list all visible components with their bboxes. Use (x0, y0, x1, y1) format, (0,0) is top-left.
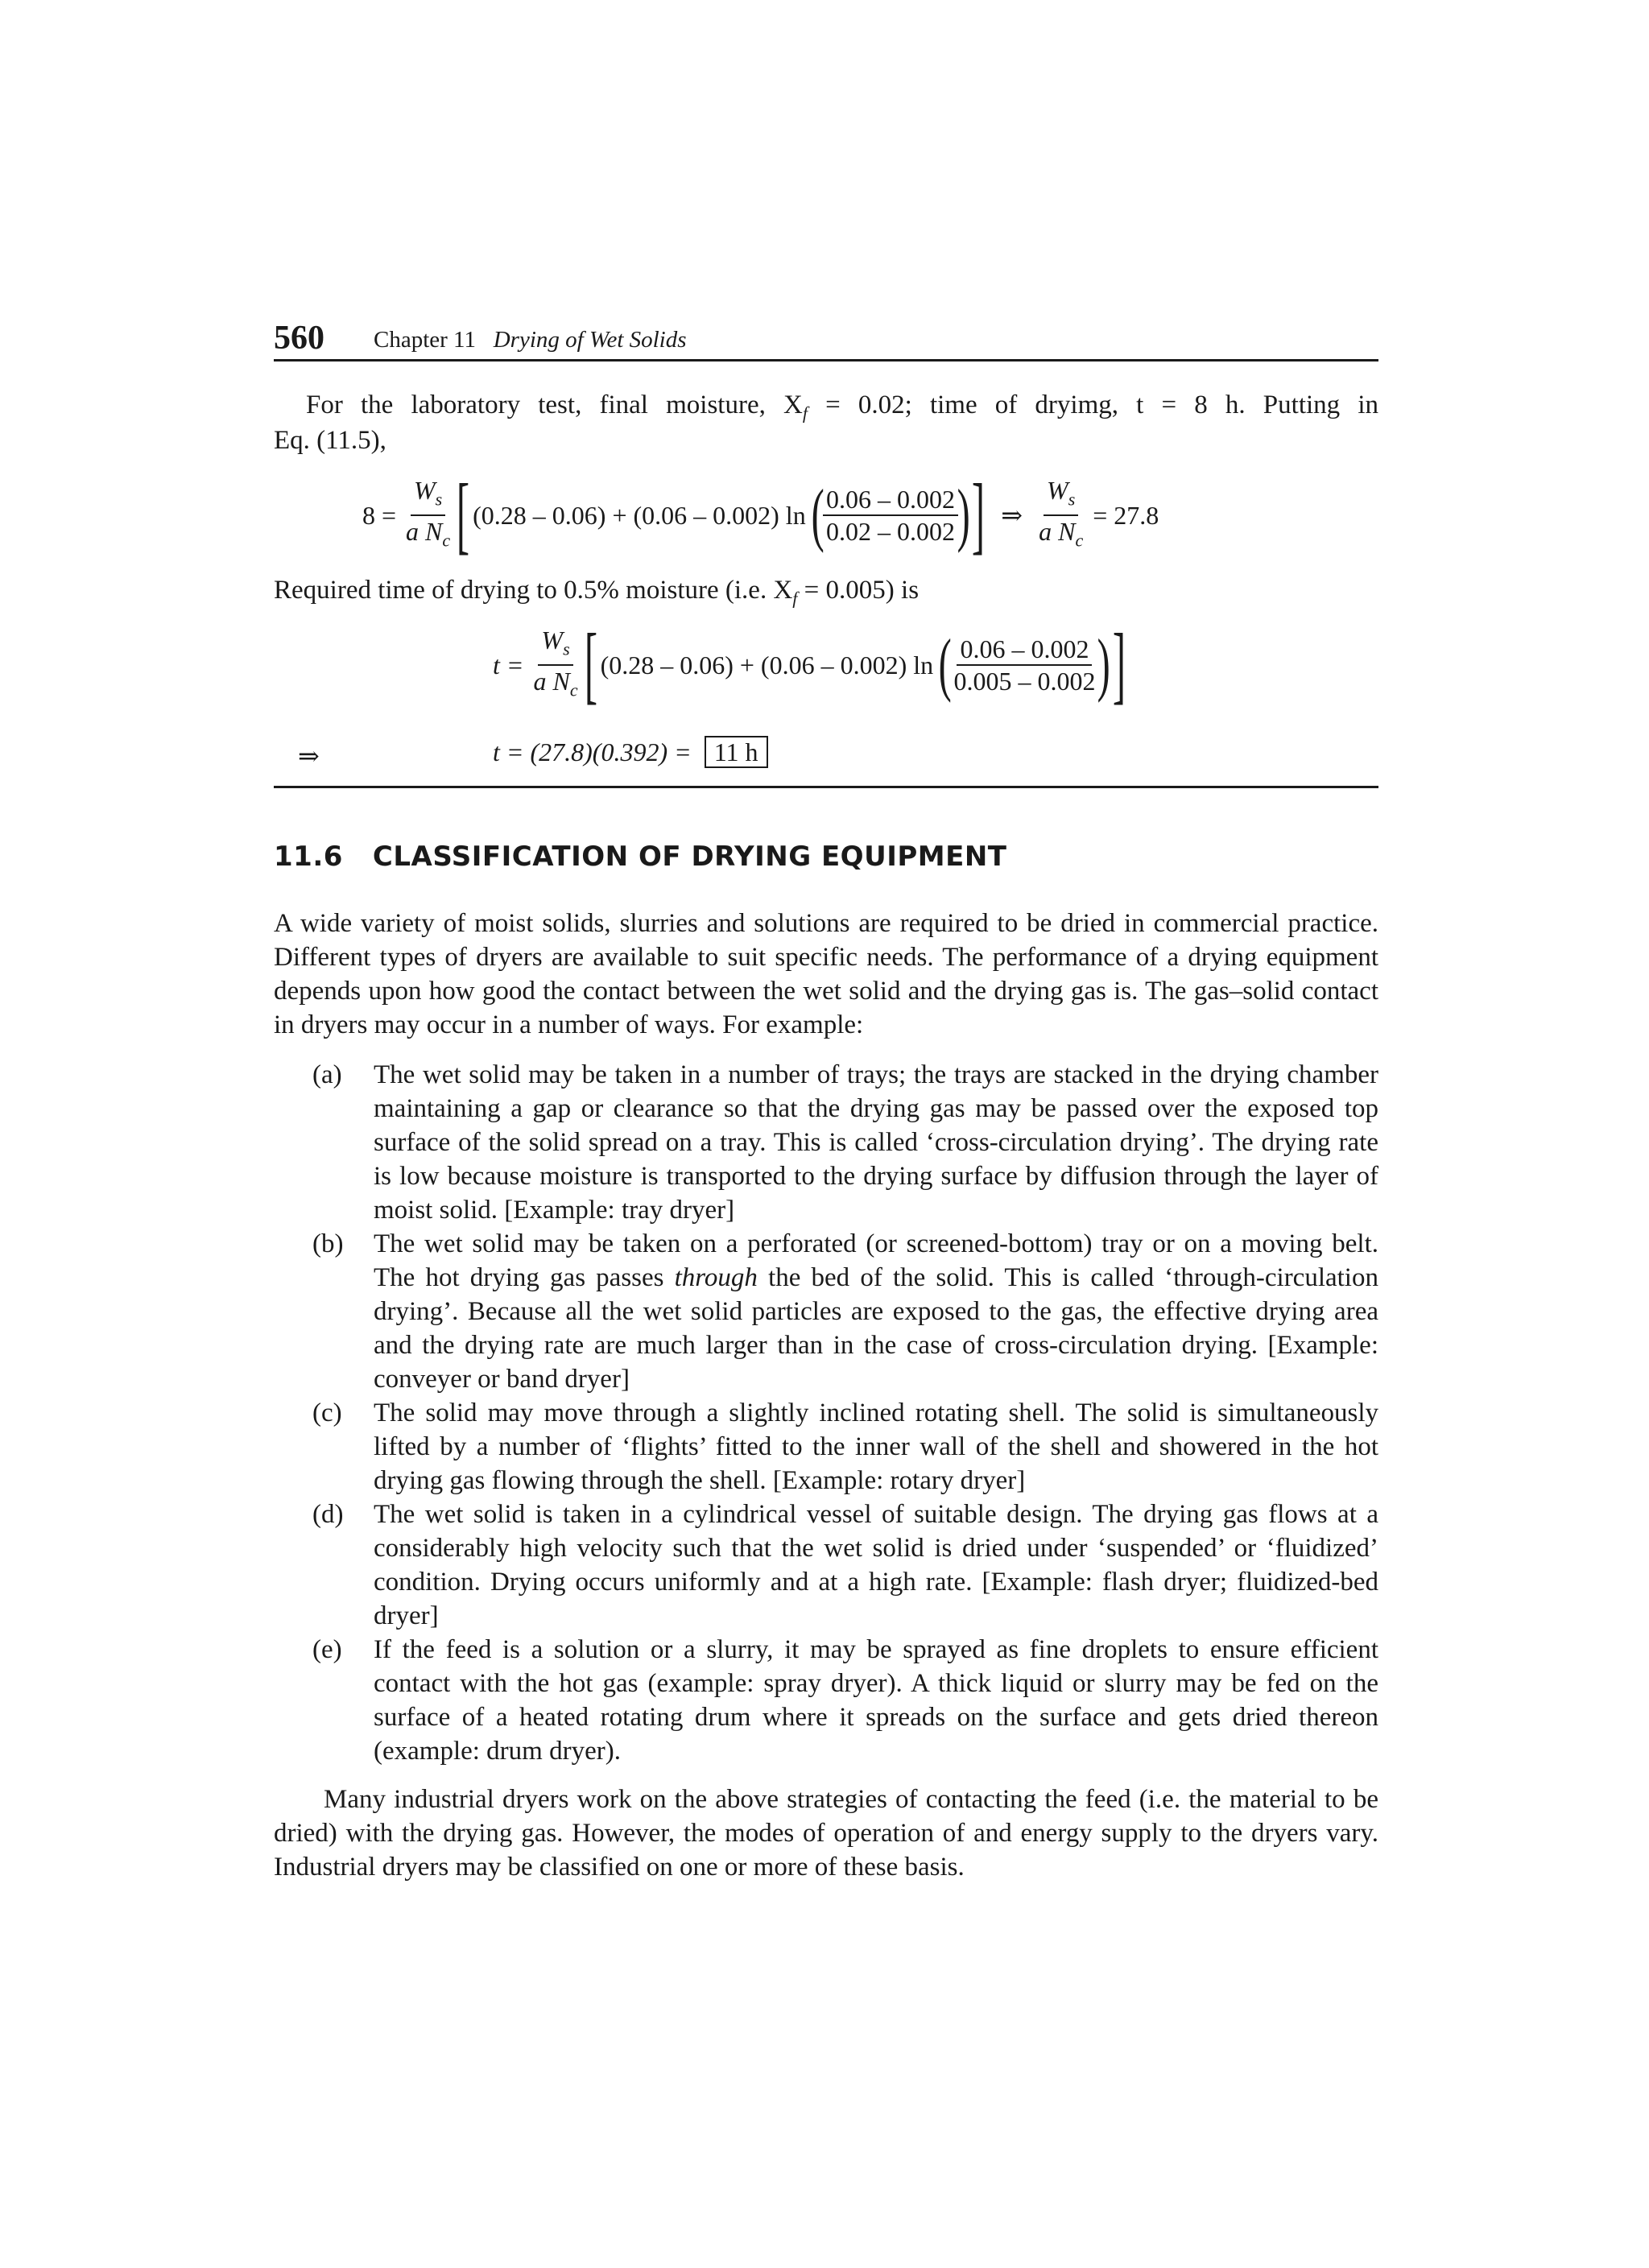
eq1-frac-num: W (413, 476, 436, 505)
eq2-frac-den: a N (533, 667, 570, 696)
eq3-arrow: ⇒ (298, 742, 320, 770)
eq2-frac-num-sub: s (563, 638, 570, 659)
eq2-frac-num: W (541, 626, 564, 655)
eq1-rhs: = 27.8 (1093, 500, 1159, 530)
intro-line-1 (274, 388, 1378, 431)
eq1-fraction (403, 475, 453, 556)
paragraph-2: Many industrial dryers work on the above strategies of contacting the feed (i.e. the material to be dried) with the drying gas. However, the modes of operation of and energy supply to the dryers vary. Industrial dryers may be classified on one or more of these basis. (274, 1785, 1378, 1882)
intro-sub: f (802, 403, 808, 423)
equation-2: t = $\frac{W_s}{a N_c}$ [ (0.28 – 0.06) + (0.06 – 0.002) ln ( $\frac{0.06 - 0.002}{0.005 - 0.002}$ ) ] (493, 617, 1126, 713)
paragraph-1: A wide variety of moist solids, slurries and solutions are required to be dried in commercial practice. Different types of dryers are available to suit specific needs. The performance of a drying equipment depends upon how good the contact between the wet solid and the drying gas is. The gas–solid contact in dryers may occur in a number of ways. For example: (274, 909, 1378, 1039)
eq2-inner: (0.28 – 0.06) + (0.06 – 0.002) ln (600, 650, 934, 680)
list-item-label: (a) (312, 1060, 342, 1089)
section-title: CLASSIFICATION OF DRYING EQUIPMENT (372, 841, 1007, 873)
required-text-2: = 0.005) is (797, 576, 920, 605)
list-item-text: The solid may move through a slightly inclined rotating shell. The solid is simultaneously lifted by a number of ‘flights’ fitted to the inner wall of the shell and showered in the hot drying gas flowing through the shell. [Example: rotary dryer] (374, 1398, 1378, 1495)
equation-1: 8 = $\frac{W_s}{a N_c}$ [ (0.28 – 0.06) + (0.06 – 0.002) ln ( $\frac{0.06 - 0.002}{0.02 - 0.002}$ ) ] ⇒ $\frac{W_s}{a N_c}$ = 27.8 (362, 467, 1159, 564)
eq2-lhs: t = (493, 650, 524, 680)
eq1-ln-num: 0.06 – 0.002 (823, 484, 958, 516)
eq1-implies: ⇒ (1001, 501, 1023, 531)
eq1-inner: (0.28 – 0.06) + (0.06 – 0.002) ln (473, 500, 806, 530)
required-text: Required time of drying to 0.5% moisture (i.e. X (274, 576, 793, 605)
eq2-ln-num: 0.06 – 0.002 (957, 634, 1092, 666)
running-head (274, 322, 1378, 361)
eq1-ln-fraction (823, 484, 958, 547)
list-item-text: The wet solid is taken in a cylindrical vessel of suitable design. The drying gas flows at a considerably high velocity such that the wet solid is dried under ‘suspended’ or ‘fluidized’ condition. Drying occurs uniformly and at a high rate. [Example: flash dryer; fluidized-bed dryer] (374, 1500, 1378, 1630)
list-item-label: (e) (312, 1635, 342, 1664)
list-item-text: If the feed is a solution or a slurry, it may be sprayed as fine droplets to ensure efficient contact with the hot gas (example: spray dryer). A thick liquid or slurry may be fed on the surface of a heated rotating drum where it spreads on the surface and gets dried thereon (example: drum dryer). (374, 1635, 1378, 1766)
section-heading (274, 841, 1006, 873)
list-item-label: (b) (312, 1229, 344, 1258)
eq1-frac2-num-sub: s (1068, 489, 1076, 510)
section-divider (274, 786, 1378, 788)
required-time-line (274, 573, 919, 616)
intro-text-b: = 0.02; time of dryimg, t = 8 h. Putting in (807, 390, 1378, 419)
chapter-number: Chapter 11 (374, 327, 476, 353)
eq2-ln-fraction (950, 634, 1098, 696)
item-b-text-b: the bed of the solid. This is called ‘through-circulation drying’. Because all the wet solid particles are exposed to the gas, the effective drying area and the drying rate are much larger than in the case of cross-circulation drying. [Example: conveyer or band dryer] (374, 1263, 1378, 1394)
eq1-frac-den: a N (406, 517, 443, 547)
intro-text: For the laboratory test, final moisture, X (306, 390, 803, 419)
chapter-label (374, 327, 687, 353)
page-number: 560 (274, 320, 324, 357)
equation-3 (493, 737, 768, 767)
eq1-fraction-2 (1035, 475, 1086, 556)
list-item-label: (d) (312, 1500, 344, 1529)
item-b-text-a: The wet solid may be taken on a perforated (or screened-bottom) tray or on a moving belt. The hot drying gas passes (374, 1229, 1378, 1292)
list-item-label: (c) (312, 1398, 342, 1427)
section-number: 11.6 (274, 841, 343, 873)
eq3-text: t = (27.8)(0.392) = (493, 737, 692, 766)
required-sub: f (792, 588, 798, 609)
item-b-emphasis: through (674, 1263, 758, 1292)
eq1-frac-den-sub: c (442, 530, 451, 551)
eq1-frac2-den-sub: c (1075, 530, 1084, 551)
list-item-text (374, 1227, 1378, 1396)
eq2-fraction (530, 625, 581, 706)
eq2-ln-den: 0.005 – 0.002 (953, 667, 1096, 696)
eq1-frac2-num: W (1047, 476, 1068, 505)
eq2-frac-den-sub: c (569, 680, 578, 700)
eq1-frac-num-sub: s (435, 489, 443, 510)
eq1-ln-den: 0.02 – 0.002 (826, 517, 955, 547)
eq1-frac2-den: a N (1039, 517, 1076, 547)
intro-line-2: Eq. (11.5), (274, 426, 386, 455)
eq1-lhs: 8 = (362, 500, 397, 530)
list-item-text: The wet solid may be taken in a number of trays; the trays are stacked in the drying chamber maintaining a gap or clearance so that the drying gas may be passed over the exposed top surface of the solid spread on a tray. This is called ‘cross-circulation drying’. The drying rate is low because moisture is transported to the drying surface by diffusion through the layer of moist solid. [Example: tray dryer] (374, 1060, 1378, 1225)
eq3-answer-box: 11 h (705, 736, 768, 768)
chapter-title: Drying of Wet Solids (493, 327, 687, 353)
